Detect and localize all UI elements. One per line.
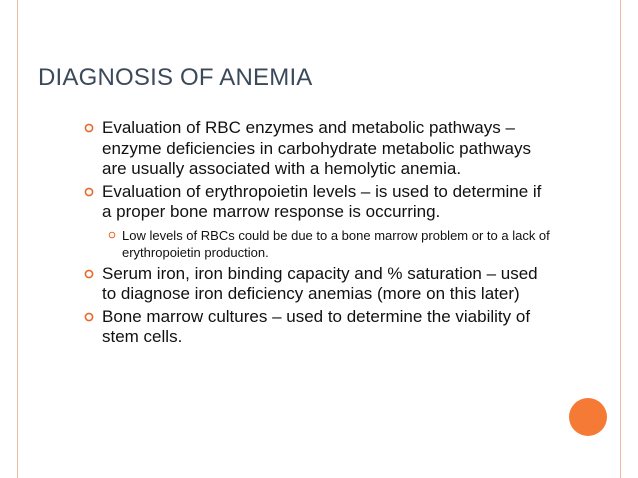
bullet-marker-icon bbox=[84, 187, 94, 197]
bullet-item bbox=[84, 307, 554, 348]
bullet-marker-icon bbox=[84, 312, 94, 322]
sub-bullet-marker-icon bbox=[108, 231, 116, 239]
bullet-text: Evaluation of erythropoietin levels – is used to determine if a proper bone marrow response is occurring. bbox=[102, 181, 542, 221]
bullet-item bbox=[84, 118, 554, 180]
bullet-text: Bone marrow cultures – used to determine the viability of stem cells. bbox=[102, 306, 531, 346]
bullet-marker-icon bbox=[84, 269, 94, 279]
bullet-item bbox=[84, 182, 554, 223]
slide-content bbox=[84, 118, 554, 350]
sub-bullet-item bbox=[84, 227, 554, 262]
accent-circle bbox=[569, 398, 607, 436]
bullet-text: Evaluation of RBC enzymes and metabolic pathways – enzyme deficiencies in carbohydrate metabolic pathways are usually associated with a hemolytic anemia. bbox=[102, 118, 532, 178]
bullet-text: Serum iron, iron binding capacity and % saturation – used to diagnose iron deficiency anemias (more on this later) bbox=[102, 263, 538, 303]
bullet-item bbox=[84, 264, 554, 305]
slide-title: DIAGNOSIS OF ANEMIA bbox=[38, 64, 313, 91]
sub-bullet-text: Low levels of RBCs could be due to a bone marrow problem or to a lack of erythropoietin production. bbox=[122, 227, 550, 260]
bullet-marker-icon bbox=[84, 123, 94, 133]
